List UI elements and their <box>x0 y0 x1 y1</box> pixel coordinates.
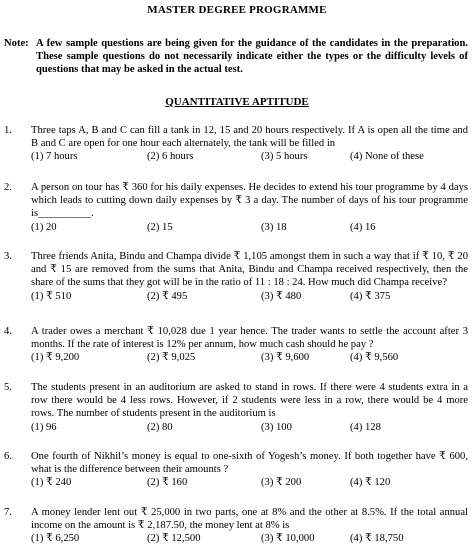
question-item <box>4 325 468 365</box>
answer-options <box>31 221 468 234</box>
answer-option: (1) 20 <box>31 221 57 233</box>
question-text: Three taps A, B and C can fill a tank in 12, 15 and 20 hours respectively. If A is open all the time and B and C are open for one hour each alternately, the tank will be filled in <box>31 125 468 150</box>
answer-options <box>31 421 468 434</box>
answer-option: (1) ₹ 240 <box>31 477 72 489</box>
answer-option: (2) ₹ 12,500 <box>147 533 201 545</box>
question-number: 1. <box>4 125 12 136</box>
question-number: 7. <box>4 507 12 518</box>
answer-option: (2) ₹ 9,025 <box>147 352 196 364</box>
answer-option: (2) 6 hours <box>147 151 194 163</box>
answer-option: (4) 16 <box>350 221 376 233</box>
question-text: One fourth of Nikhil’s money is equal to one-sixth of Yogesh’s money. If both together have ₹ 600, what is the difference between their amounts ? <box>31 451 468 476</box>
answer-option: (4) 128 <box>350 421 381 433</box>
answer-option: (3) ₹ 200 <box>261 477 302 489</box>
answer-option: (2) 80 <box>147 421 173 433</box>
answer-option: (4) None of these <box>350 151 424 163</box>
answer-option: (4) ₹ 120 <box>350 477 391 489</box>
question-item <box>4 506 468 546</box>
section-title: QUANTITATIVE APTITUDE <box>165 96 309 108</box>
question-text: A person on tour has ₹ 360 for his daily expenses. He decides to extend his tour programme by 4 days which leads to cutting down daily expenses by ₹ 3 a day. The number of days of his tour programme is__________. <box>31 182 468 220</box>
answer-options <box>31 150 468 163</box>
answer-option: (2) 15 <box>147 221 173 233</box>
answer-option: (4) ₹ 375 <box>350 290 391 302</box>
answer-option: (3) 100 <box>261 421 292 433</box>
answer-option: (3) ₹ 10,000 <box>261 533 315 545</box>
question-text: A trader owes a merchant ₹ 10,028 due 1 year hence. The trader wants to settle the account after 3 months. If the rate of interest is 12% per annum, how much cash should he pay ? <box>31 326 468 351</box>
answer-option: (3) 5 hours <box>261 151 308 163</box>
question-text: Three friends Anita, Bindu and Champa divide ₹ 1,105 amongst them in such a way that if ₹ 10, ₹ 20 and ₹ 15 are removed from the sums that Anita, Bindu and Champa received respectively, then the share of the sums that they got will be in the ratio of 11 : 18 : 24. How much did Champa receive? <box>31 251 468 289</box>
question-number: 5. <box>4 382 12 393</box>
note-text: A few sample questions are being given for the guidance of the candidates in the preparation. These sample questions do not necessarily indicate either the types or the difficulty levels of questions that may be asked in the actual test. <box>36 38 468 76</box>
question-number: 6. <box>4 451 12 462</box>
answer-option: (4) ₹ 18,750 <box>350 533 404 545</box>
answer-option: (3) ₹ 480 <box>261 290 302 302</box>
question-text: The students present in an auditorium are asked to stand in rows. If there were 4 students extra in a row there would be 4 less rows. However, if 2 students were less in a row, there would be 4 more rows. The number of students present in the auditorium is <box>31 382 468 420</box>
question-item <box>4 250 468 303</box>
question-number: 4. <box>4 326 12 337</box>
answer-option: (4) ₹ 9,560 <box>350 352 399 364</box>
note-paragraph <box>4 37 468 77</box>
answer-option: (1) 96 <box>31 421 57 433</box>
answer-option: (2) ₹ 495 <box>147 290 188 302</box>
question-item <box>4 450 468 490</box>
question-number: 2. <box>4 182 12 193</box>
answer-option: (1) ₹ 510 <box>31 290 72 302</box>
answer-option: (3) 18 <box>261 221 287 233</box>
question-item <box>4 181 468 234</box>
answer-option: (1) 7 hours <box>31 151 78 163</box>
note-label: Note: <box>4 38 29 49</box>
answer-options <box>31 532 468 545</box>
answer-option: (1) ₹ 6,250 <box>31 533 80 545</box>
answer-options <box>31 290 468 303</box>
question-item <box>4 124 468 164</box>
page-title: MASTER DEGREE PROGRAMME <box>147 4 327 16</box>
question-text: A money lender lent out ₹ 25,000 in two parts, one at 8% and the other at 8.5%. If the total annual income on the amount is ₹ 2,187.50, the money lent at 8% is <box>31 507 468 532</box>
answer-option: (2) ₹ 160 <box>147 477 188 489</box>
question-number: 3. <box>4 251 12 262</box>
answer-option: (1) ₹ 9,200 <box>31 352 80 364</box>
answer-options <box>31 351 468 364</box>
answer-option: (3) ₹ 9,600 <box>261 352 310 364</box>
question-item <box>4 381 468 434</box>
answer-options <box>31 476 468 489</box>
